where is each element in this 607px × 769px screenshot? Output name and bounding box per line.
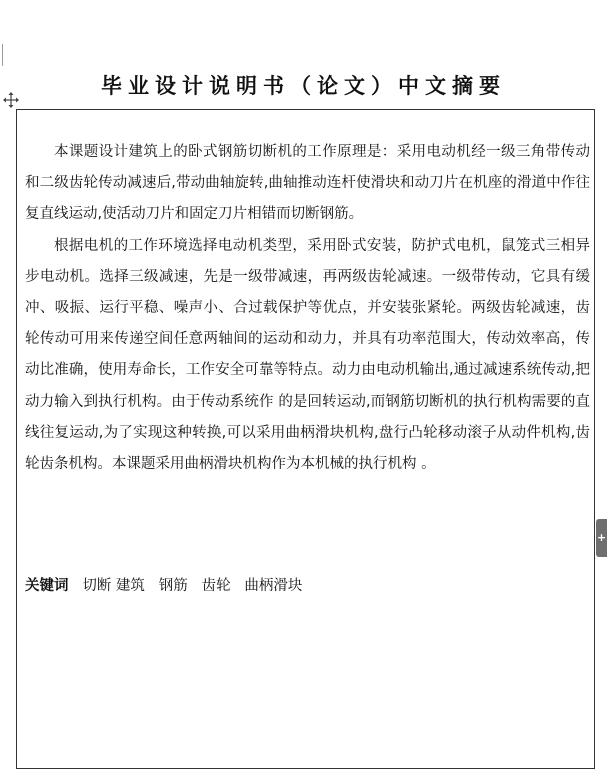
keywords-line: [25, 576, 302, 596]
keywords-values: 切断 建筑 钢筋 齿轮 曲柄滑块: [68, 578, 303, 594]
keywords-label: 关键词: [25, 578, 69, 594]
side-expand-tab[interactable]: +: [596, 519, 607, 557]
abstract-paragraph-1: 本课题设计建筑上的卧式钢筋切断机的工作原理是：采用电动机经一级三角带传动和二级齿轮传动减速后,带动曲轴旋转,曲轴推动连杆使滑块和动刀片在机座的滑道中作往复直线运动,使活动刀片和固定刀片相错而切断钢筋。: [25, 144, 590, 223]
page-title: 毕业设计说明书（论文）中文摘要: [101, 74, 506, 98]
abstract-body: [25, 137, 590, 480]
abstract-paragraph-2: 根据电机的工作环境选择电动机类型，采用卧式安装，防护式电机，鼠笼式三相异步电动机。选择三级减速，先是一级带减速，再两级齿轮减速。一级带传动，它具有缓冲、吸振、运行平稳、噪声小、合过载保护等优点，并安装张紧轮。两级齿轮减速，齿轮传动可用来传递空间任意两轴间的运动和动力，并具有功率范围大，传动效率高，传动比准确，使用寿命长，工作安全可靠等特点。动力由电动机输出,通过减速系统传动,把动力输入到执行机构。由于传动系统作 的是回转运动,而钢筋切断机的执行机构需要的直线往复运动,为了实现这种转换,可以采用曲柄滑块机构,盘行凸轮移动滚子从动件机构,齿轮齿条机构。本课题采用曲柄滑块机构作为本机械的执行机构 。: [25, 237, 590, 473]
page-corner-mark: [2, 44, 3, 66]
